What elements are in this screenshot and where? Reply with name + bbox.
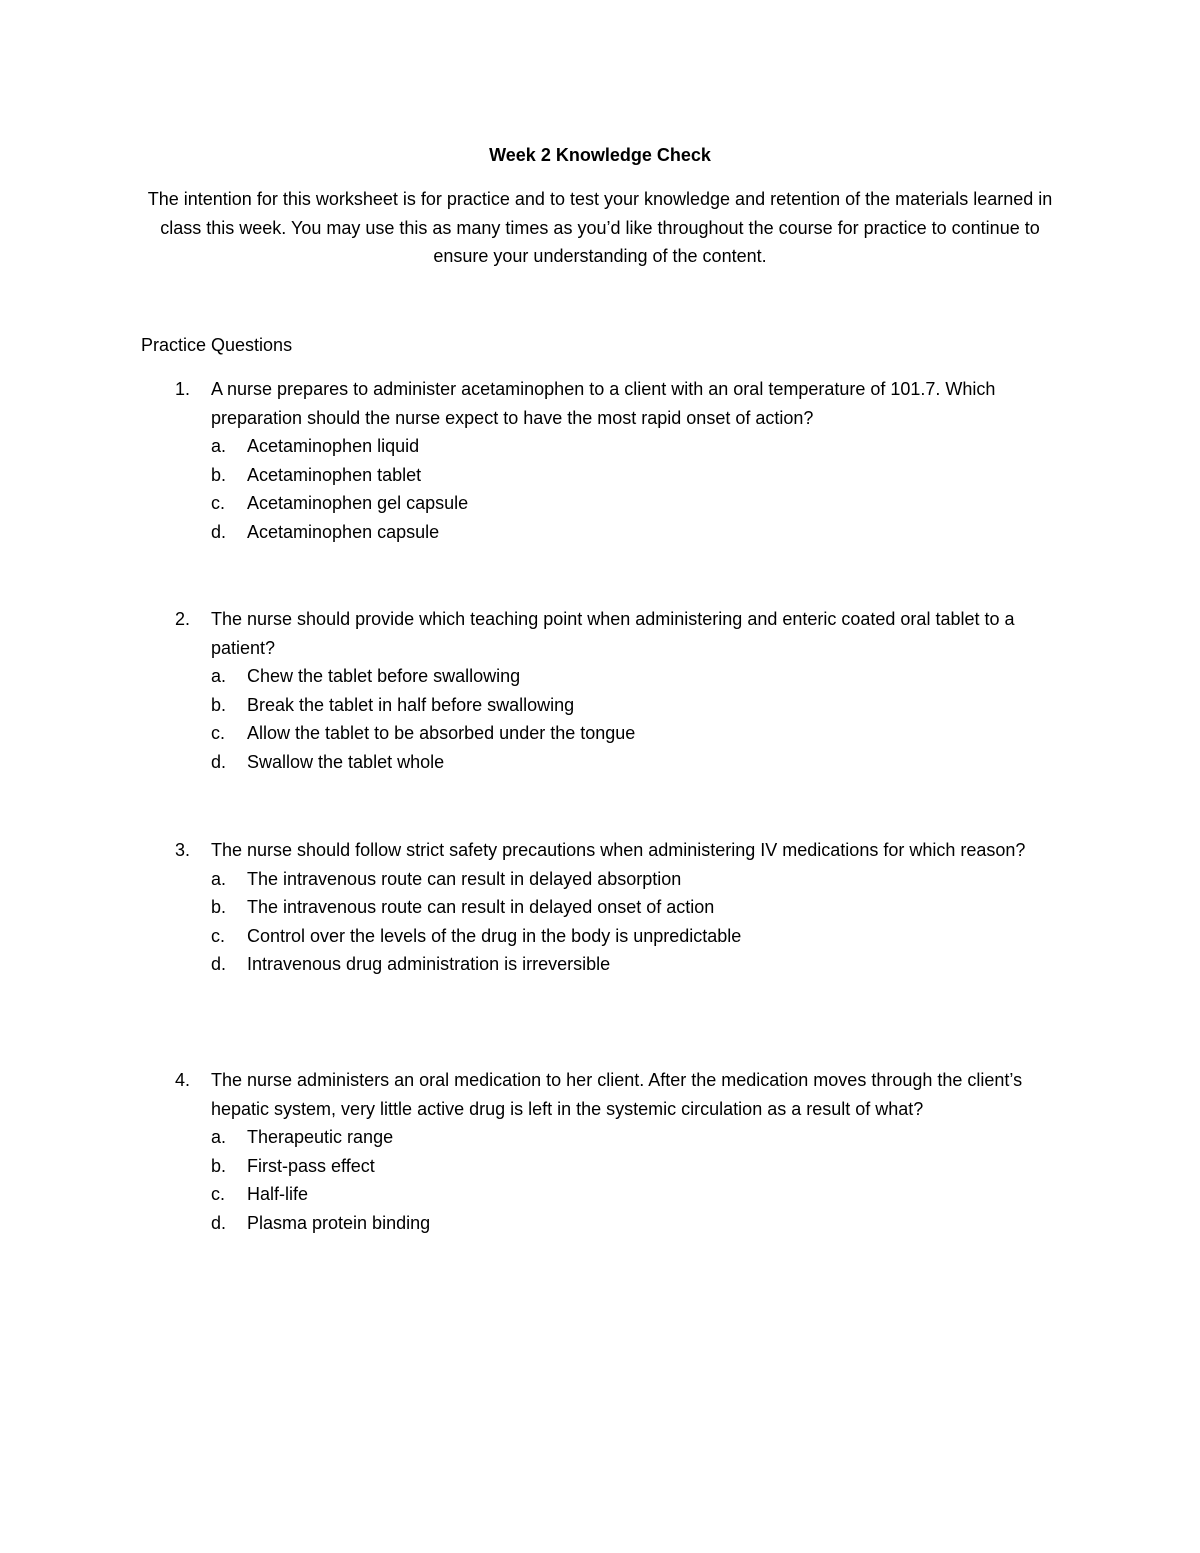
question-number: 4.: [175, 1070, 191, 1090]
question-2: [141, 605, 1061, 776]
question-number: 3.: [175, 840, 191, 860]
answer-options: [141, 662, 1061, 776]
answer-option: [141, 748, 1061, 777]
question-text: The nurse should provide which teaching point when administering and enteric coated oral tablet to a patient?: [211, 609, 1015, 658]
question-number: 2.: [175, 609, 191, 629]
answer-option: [141, 1152, 1061, 1181]
answer-option: [141, 719, 1061, 748]
option-text: Acetaminophen capsule: [247, 521, 440, 542]
answer-options: [141, 1123, 1061, 1237]
question-3: [141, 836, 1061, 979]
option-letter: c.: [211, 1184, 226, 1204]
intro-paragraph: The intention for this worksheet is for practice and to test your knowledge and retention of the materials learned in class this week. You may use this as many times as you’d like throughout the course for practice to continue to ensure your understanding of the content.: [147, 189, 1053, 266]
option-text: Acetaminophen gel capsule: [247, 493, 469, 513]
option-letter: d.: [211, 1212, 227, 1233]
option-letter: c.: [211, 925, 226, 946]
option-text: Plasma protein binding: [247, 1212, 431, 1233]
option-text: Therapeutic range: [247, 1127, 394, 1147]
question-4: [141, 1066, 1061, 1237]
option-text: Control over the levels of the drug in the body is unpredictable: [247, 925, 742, 946]
option-text: Half-life: [247, 1184, 309, 1204]
option-text: The intravenous route can result in delayed absorption: [247, 868, 682, 889]
option-letter: a.: [211, 436, 227, 456]
option-letter: d.: [211, 521, 227, 542]
answer-option: [141, 1180, 1061, 1209]
answer-option: [141, 691, 1061, 720]
option-text: The intravenous route can result in delayed onset of action: [247, 897, 715, 917]
answer-option: [141, 461, 1061, 490]
answer-option: [141, 922, 1061, 951]
option-text: Chew the tablet before swallowing: [247, 666, 521, 686]
option-letter: a.: [211, 666, 227, 686]
option-text: Intravenous drug administration is irreversible: [247, 954, 611, 974]
answer-option: [141, 662, 1061, 691]
option-letter: d.: [211, 751, 227, 772]
answer-options: [141, 432, 1061, 546]
section-heading: Practice Questions: [141, 335, 293, 355]
option-text: Allow the tablet to be absorbed under the tongue: [247, 723, 636, 743]
answer-option: [141, 432, 1061, 461]
option-letter: c.: [211, 493, 226, 513]
answer-option: [141, 950, 1061, 979]
option-letter: b.: [211, 694, 227, 715]
answer-option: [141, 489, 1061, 518]
answer-option: [141, 1209, 1061, 1238]
answer-option: [141, 1123, 1061, 1152]
answer-option: [141, 518, 1061, 547]
question-text: The nurse should follow strict safety precautions when administering IV medications for which reason?: [211, 840, 1026, 860]
option-letter: d.: [211, 954, 227, 974]
option-letter: b.: [211, 897, 227, 917]
option-letter: b.: [211, 464, 227, 485]
answer-options: [141, 865, 1061, 979]
option-letter: a.: [211, 868, 227, 889]
option-text: First-pass effect: [247, 1155, 375, 1176]
answer-option: [141, 865, 1061, 894]
option-letter: b.: [211, 1155, 227, 1176]
question-1: [141, 375, 1061, 546]
option-text: Swallow the tablet whole: [247, 751, 445, 772]
page-title: Week 2 Knowledge Check: [489, 145, 711, 165]
question-text: A nurse prepares to administer acetaminophen to a client with an oral temperature of 101.7. Which preparation should the nurse expect to have the most rapid onset of action?: [211, 379, 996, 428]
option-letter: c.: [211, 723, 226, 743]
question-text: The nurse administers an oral medication to her client. After the medication moves through the client’s hepatic system, very little active drug is left in the systemic circulation as a result of what?: [211, 1070, 1023, 1119]
question-number: 1.: [175, 379, 191, 399]
option-text: Break the tablet in half before swallowing: [247, 694, 575, 715]
option-text: Acetaminophen tablet: [247, 464, 422, 485]
answer-option: [141, 893, 1061, 922]
option-letter: a.: [211, 1127, 227, 1147]
option-text: Acetaminophen liquid: [247, 436, 420, 456]
